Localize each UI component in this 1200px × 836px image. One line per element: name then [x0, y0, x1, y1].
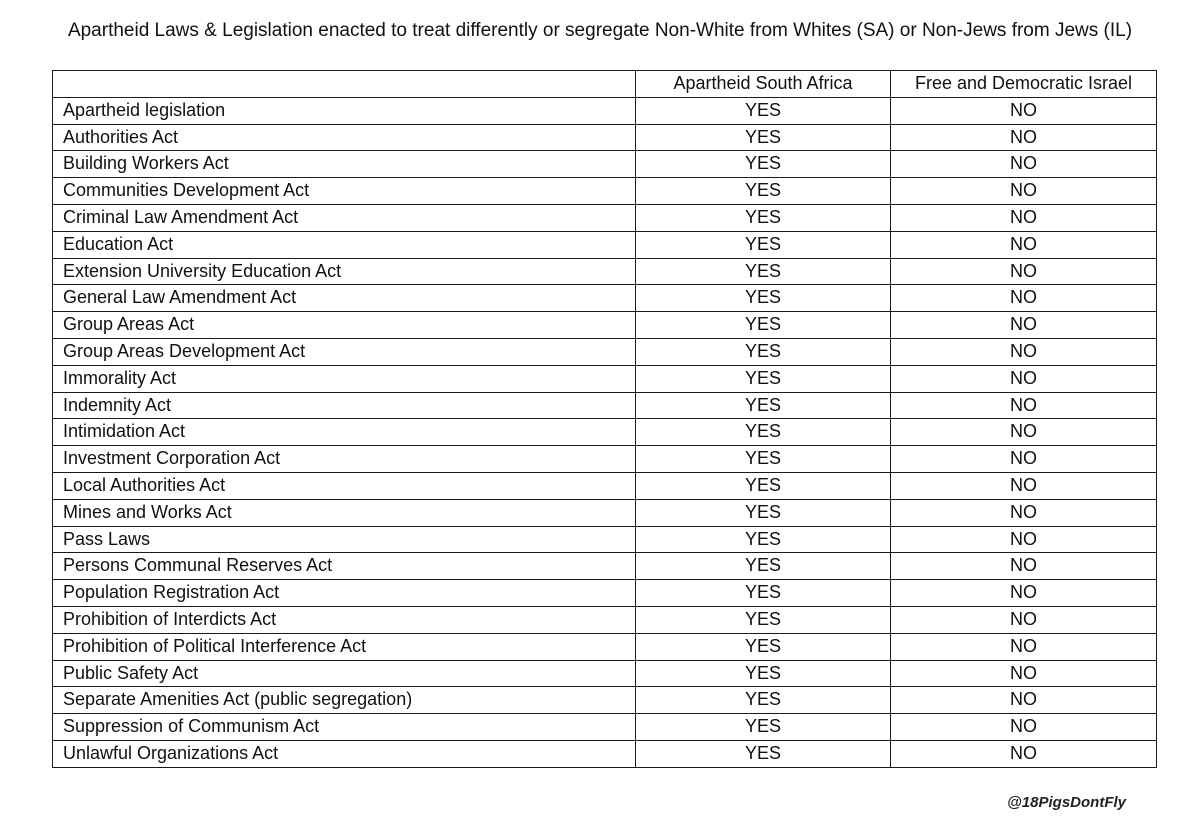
south-africa-value-cell: YES [636, 392, 891, 419]
south-africa-value-cell: YES [636, 472, 891, 499]
table-row [53, 178, 1157, 205]
israel-value-cell: NO [891, 526, 1157, 553]
south-africa-value-cell: YES [636, 446, 891, 473]
law-name-cell: General Law Amendment Act [53, 285, 636, 312]
table-row [53, 633, 1157, 660]
law-name-cell: Investment Corporation Act [53, 446, 636, 473]
table-row [53, 151, 1157, 178]
law-name-cell: Building Workers Act [53, 151, 636, 178]
israel-value-cell: NO [891, 740, 1157, 767]
watermark: @18PigsDontFly [1007, 794, 1126, 811]
law-name-cell: Education Act [53, 231, 636, 258]
header-legislation [53, 71, 636, 98]
law-name-cell: Population Registration Act [53, 580, 636, 607]
israel-value-cell: NO [891, 580, 1157, 607]
law-name-cell: Local Authorities Act [53, 472, 636, 499]
israel-value-cell: NO [891, 714, 1157, 741]
header-israel: Free and Democratic Israel [891, 71, 1157, 98]
israel-value-cell: NO [891, 419, 1157, 446]
law-name-cell: Group Areas Act [53, 312, 636, 339]
israel-value-cell: NO [891, 365, 1157, 392]
israel-value-cell: NO [891, 312, 1157, 339]
south-africa-value-cell: YES [636, 124, 891, 151]
table-row [53, 526, 1157, 553]
table-row [53, 472, 1157, 499]
table-row [53, 687, 1157, 714]
south-africa-value-cell: YES [636, 338, 891, 365]
south-africa-value-cell: YES [636, 285, 891, 312]
table-row [53, 419, 1157, 446]
israel-value-cell: NO [891, 392, 1157, 419]
law-name-cell: Indemnity Act [53, 392, 636, 419]
law-name-cell: Public Safety Act [53, 660, 636, 687]
table-row [53, 258, 1157, 285]
south-africa-value-cell: YES [636, 580, 891, 607]
israel-value-cell: NO [891, 606, 1157, 633]
south-africa-value-cell: YES [636, 178, 891, 205]
south-africa-value-cell: YES [636, 499, 891, 526]
table-row [53, 312, 1157, 339]
law-name-cell: Pass Laws [53, 526, 636, 553]
table-row [53, 499, 1157, 526]
table-row [53, 124, 1157, 151]
table-row [53, 660, 1157, 687]
law-name-cell: Authorities Act [53, 124, 636, 151]
law-name-cell: Prohibition of Political Interference Act [53, 633, 636, 660]
law-name-cell: Extension University Education Act [53, 258, 636, 285]
israel-value-cell: NO [891, 258, 1157, 285]
table-body [53, 97, 1157, 767]
south-africa-value-cell: YES [636, 553, 891, 580]
israel-value-cell: NO [891, 124, 1157, 151]
south-africa-value-cell: YES [636, 606, 891, 633]
table-row [53, 580, 1157, 607]
israel-value-cell: NO [891, 151, 1157, 178]
law-name-cell: Group Areas Development Act [53, 338, 636, 365]
table-row [53, 714, 1157, 741]
israel-value-cell: NO [891, 97, 1157, 124]
table-row [53, 365, 1157, 392]
south-africa-value-cell: YES [636, 740, 891, 767]
table-row [53, 285, 1157, 312]
south-africa-value-cell: YES [636, 526, 891, 553]
israel-value-cell: NO [891, 499, 1157, 526]
law-name-cell: Persons Communal Reserves Act [53, 553, 636, 580]
israel-value-cell: NO [891, 553, 1157, 580]
law-name-cell: Separate Amenities Act (public segregation) [53, 687, 636, 714]
table-row [53, 553, 1157, 580]
south-africa-value-cell: YES [636, 365, 891, 392]
law-name-cell: Prohibition of Interdicts Act [53, 606, 636, 633]
table-row [53, 97, 1157, 124]
legislation-table [52, 70, 1157, 768]
table-row [53, 338, 1157, 365]
table-row [53, 231, 1157, 258]
law-name-cell: Immorality Act [53, 365, 636, 392]
table-row [53, 740, 1157, 767]
south-africa-value-cell: YES [636, 258, 891, 285]
law-name-cell: Mines and Works Act [53, 499, 636, 526]
table-row [53, 204, 1157, 231]
south-africa-value-cell: YES [636, 312, 891, 339]
table-row [53, 446, 1157, 473]
south-africa-value-cell: YES [636, 151, 891, 178]
israel-value-cell: NO [891, 687, 1157, 714]
israel-value-cell: NO [891, 231, 1157, 258]
south-africa-value-cell: YES [636, 204, 891, 231]
south-africa-value-cell: YES [636, 231, 891, 258]
law-name-cell: Intimidation Act [53, 419, 636, 446]
south-africa-value-cell: YES [636, 660, 891, 687]
israel-value-cell: NO [891, 338, 1157, 365]
south-africa-value-cell: YES [636, 97, 891, 124]
header-south-africa: Apartheid South Africa [636, 71, 891, 98]
israel-value-cell: NO [891, 633, 1157, 660]
israel-value-cell: NO [891, 660, 1157, 687]
law-name-cell: Unlawful Organizations Act [53, 740, 636, 767]
israel-value-cell: NO [891, 204, 1157, 231]
law-name-cell: Criminal Law Amendment Act [53, 204, 636, 231]
law-name-cell: Apartheid legislation [53, 97, 636, 124]
law-name-cell: Suppression of Communism Act [53, 714, 636, 741]
law-name-cell: Communities Development Act [53, 178, 636, 205]
israel-value-cell: NO [891, 178, 1157, 205]
south-africa-value-cell: YES [636, 633, 891, 660]
table-row [53, 392, 1157, 419]
south-africa-value-cell: YES [636, 714, 891, 741]
page-title: Apartheid Laws & Legislation enacted to treat differently or segregate Non-White from Whites (SA) or Non-Jews from Jews (IL) [67, 20, 1133, 41]
table-row [53, 606, 1157, 633]
israel-value-cell: NO [891, 446, 1157, 473]
south-africa-value-cell: YES [636, 687, 891, 714]
israel-value-cell: NO [891, 472, 1157, 499]
israel-value-cell: NO [891, 285, 1157, 312]
south-africa-value-cell: YES [636, 419, 891, 446]
table-header-row [53, 71, 1157, 98]
